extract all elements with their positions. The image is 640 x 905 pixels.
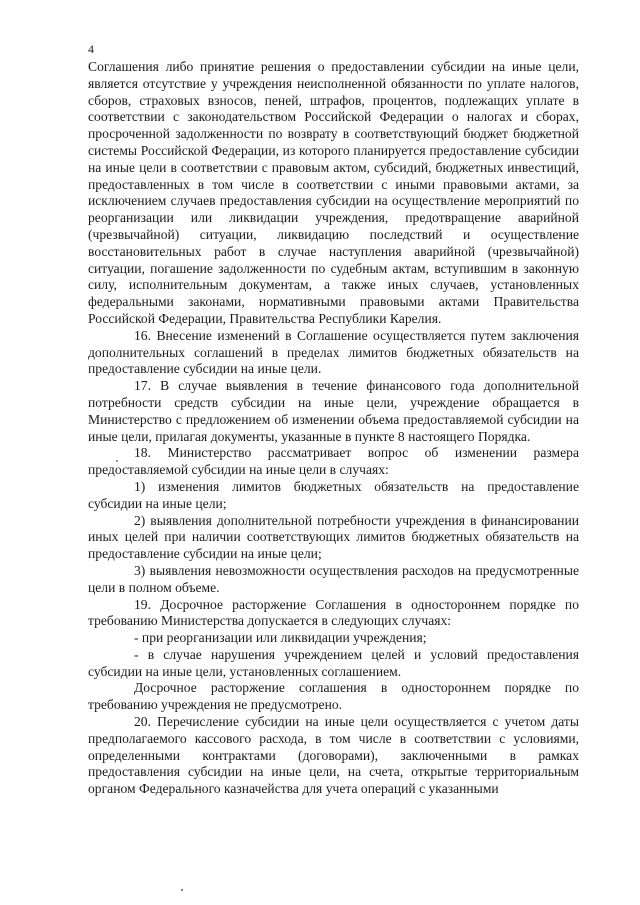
list-item-18-2: 2) выявления дополнительной потребности учреждения в финансировании иных целей при наличии соответствующих лимитов бюджетных обязательств на предоставление субсидии на иные цели; xyxy=(88,512,579,562)
paragraph-18: 18. Министерство рассматривает вопрос об изменении размера предоставляемой субсидии на иные цели в случаях: xyxy=(88,445,579,478)
list-item-19-1: - при реорганизации или ликвидации учреждения; xyxy=(134,630,427,646)
paragraph-15-continuation: Соглашения либо принятие решения о предоставлении субсидии на иные цели, является отсутствие у учреждения неисполненной обязанности по уплате налогов, сборов, страховых взносов, пеней, штрафов, процентов, подлежащих уплате в соответствии с законодательством Российской Федерации о налогах и сборах, просроченной задолженности по возврату в соответствующий бюджет бюджетной системы Российской Федерации, из которого планируется предоставление субсидии на иные цели в соответствии с правовым актом, субсидий, бюджетных инвестиций, предоставленных в том числе в соответствии с иными правовыми актами, за исключением случаев предоставления субсидии на осуществление мероприятий по реорганизации или ликвидации учреждения, предотвращение аварийной (чрезвычайной) ситуации, ликвидацию последствий и осуществление восстановительных работ в случае наступления аварийной (чрезвычайной) ситуации, погашение задолженности по судебным актам, вступившим в законную силу, исполнительным документам, а также иных случаев, установленных федеральными законами, нормативными правовыми актами Правительства Российской Федерации, Правительства Республики Карелия. xyxy=(88,59,579,326)
paragraph-17: 17. В случае выявления в течение финансового года дополнительной потребности средств субсидии на иные цели, учреждение обращается в Министерство с предложением об изменении объема предоставляемой субсидии на иные цели, прилагая документы, указанные в пункте 8 настоящего Порядка. xyxy=(88,378,579,444)
paragraph-19-note: Досрочное расторжение соглашения в одностороннем порядке по требованию учреждения не предусмотрено. xyxy=(88,680,579,713)
list-item-19-2: - в случае нарушения учреждением целей и условий предоставления субсидии на иные цели, установленных соглашением. xyxy=(88,646,579,679)
list-item-18-3: 3) выявления невозможности осуществления расходов на предусмотренные цели в полном объеме. xyxy=(88,562,579,595)
paragraph-16: 16. Внесение изменений в Соглашение осуществляется путем заключения дополнительных соглашений в пределах лимитов бюджетных обязательств на предоставление субсидии на иные цели. xyxy=(88,327,579,377)
scan-speck xyxy=(181,889,183,891)
page-number: 4 xyxy=(88,42,94,56)
paragraph-19: 19. Досрочное расторжение Соглашения в одностороннем порядке по требованию Министерства допускается в следующих случаях: xyxy=(88,596,579,629)
paragraph-20: 20. Перечисление субсидии на иные цели осуществляется с учетом даты предполагаемого кассового расхода, в том числе в соответствии с условиями, определенными контрактами (договорами), заключенными в рамках предоставления субсидии на иные цели, на счета, открытые территориальным органом Федерального казначейства для учета операций с указанными xyxy=(88,714,579,797)
list-item-18-1: 1) изменения лимитов бюджетных обязательств на предоставление субсидии на иные цели; xyxy=(88,478,579,511)
scan-speck xyxy=(116,460,118,462)
document-body xyxy=(88,59,579,798)
